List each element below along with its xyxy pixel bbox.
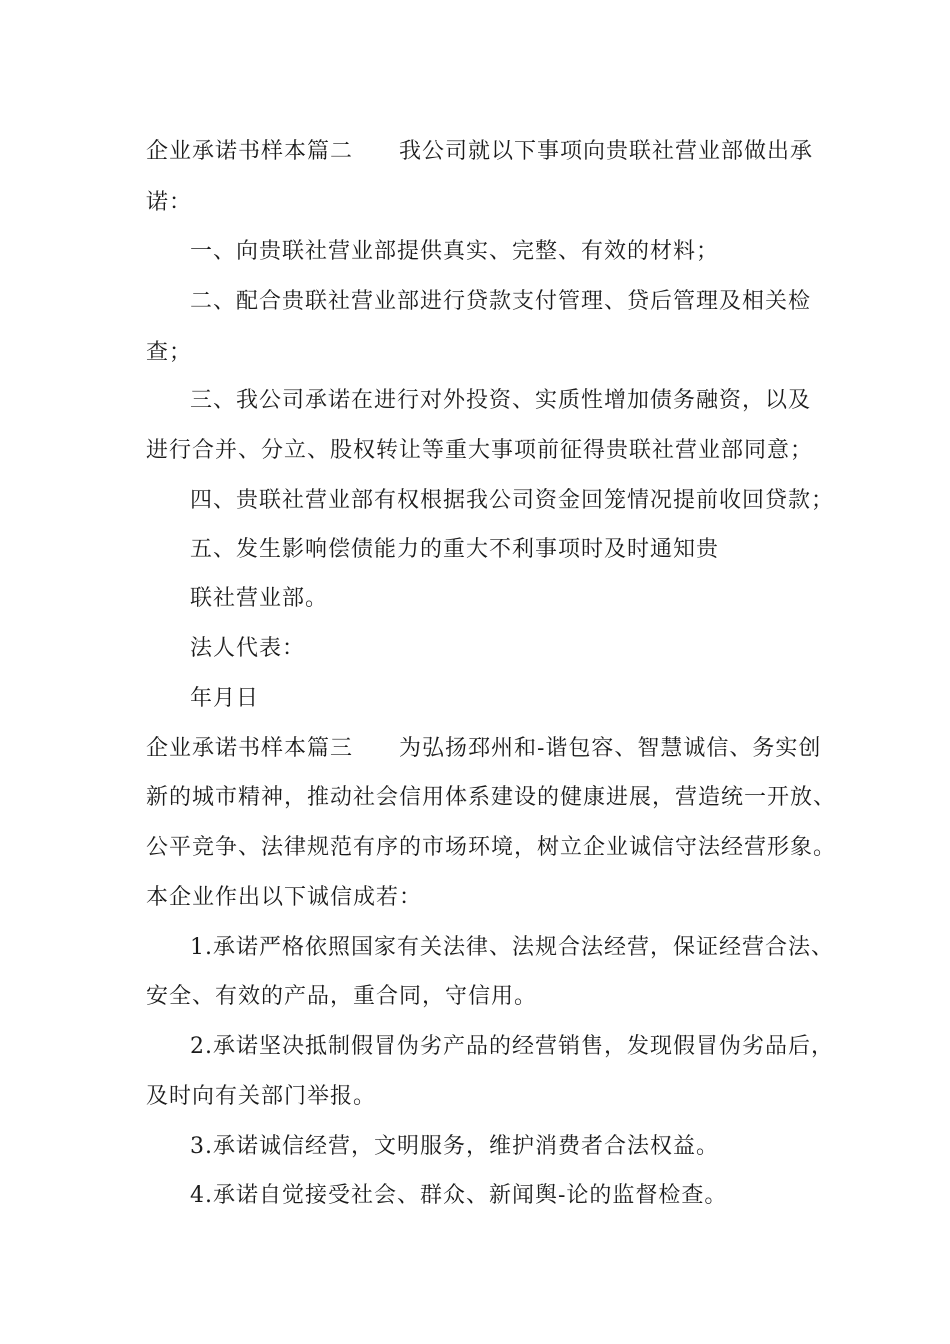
text-line: 二、配合贵联社营业部进行贷款支付管理、贷后管理及相关检	[190, 289, 812, 314]
text-line: 一、向贵联社营业部提供真实、完整、有效的材料；	[190, 239, 720, 264]
text-line: 联社营业部。	[190, 586, 329, 611]
text-line: 企业承诺书样本篇三 为弘扬邳州和-谐包容、智慧诚信、务实创	[146, 736, 822, 761]
text-line: 4.承诺自觉接受社会、群众、新闻舆-论的监督检查。	[190, 1183, 728, 1208]
text-line: 三、我公司承诺在进行对外投资、实质性增加债务融资，以及	[190, 388, 812, 413]
text-line: 进行合并、分立、股权转让等重大事项前征得贵联社营业部同意；	[146, 438, 814, 463]
text-line: 企业承诺书样本篇二 我公司就以下事项向贵联社营业部做出承	[146, 139, 814, 164]
text-line: 1.承诺严格依照国家有关法律、法规合法经营，保证经营合法、	[190, 935, 834, 960]
text-line: 四、贵联社营业部有权根据我公司资金回笼情况提前收回贷款；	[190, 488, 835, 513]
text-line: 2.承诺坚决抵制假冒伪劣产品的经营销售，发现假冒伪劣品后，	[190, 1034, 834, 1059]
text-line: 及时向有关部门举报。	[146, 1084, 377, 1109]
text-line: 诺：	[146, 190, 193, 215]
text-line: 法人代表：	[190, 636, 306, 661]
text-line: 五、发生影响偿债能力的重大不利事项时及时通知贵	[190, 537, 720, 562]
text-line: 年月日	[190, 686, 260, 711]
text-line: 本企业作出以下诚信成若：	[146, 885, 423, 910]
text-line: 新的城市精神，推动社会信用体系建设的健康进展，营造统一开放、	[146, 785, 837, 810]
text-line: 公平竞争、法律规范有序的市场环境，树立企业诚信守法经营形象。	[146, 835, 837, 860]
text-line: 查；	[146, 340, 193, 365]
text-line: 安全、有效的产品，重合同，守信用。	[146, 984, 538, 1009]
text-line: 3.承诺诚信经营，文明服务，维护消费者合法权益。	[190, 1134, 719, 1159]
